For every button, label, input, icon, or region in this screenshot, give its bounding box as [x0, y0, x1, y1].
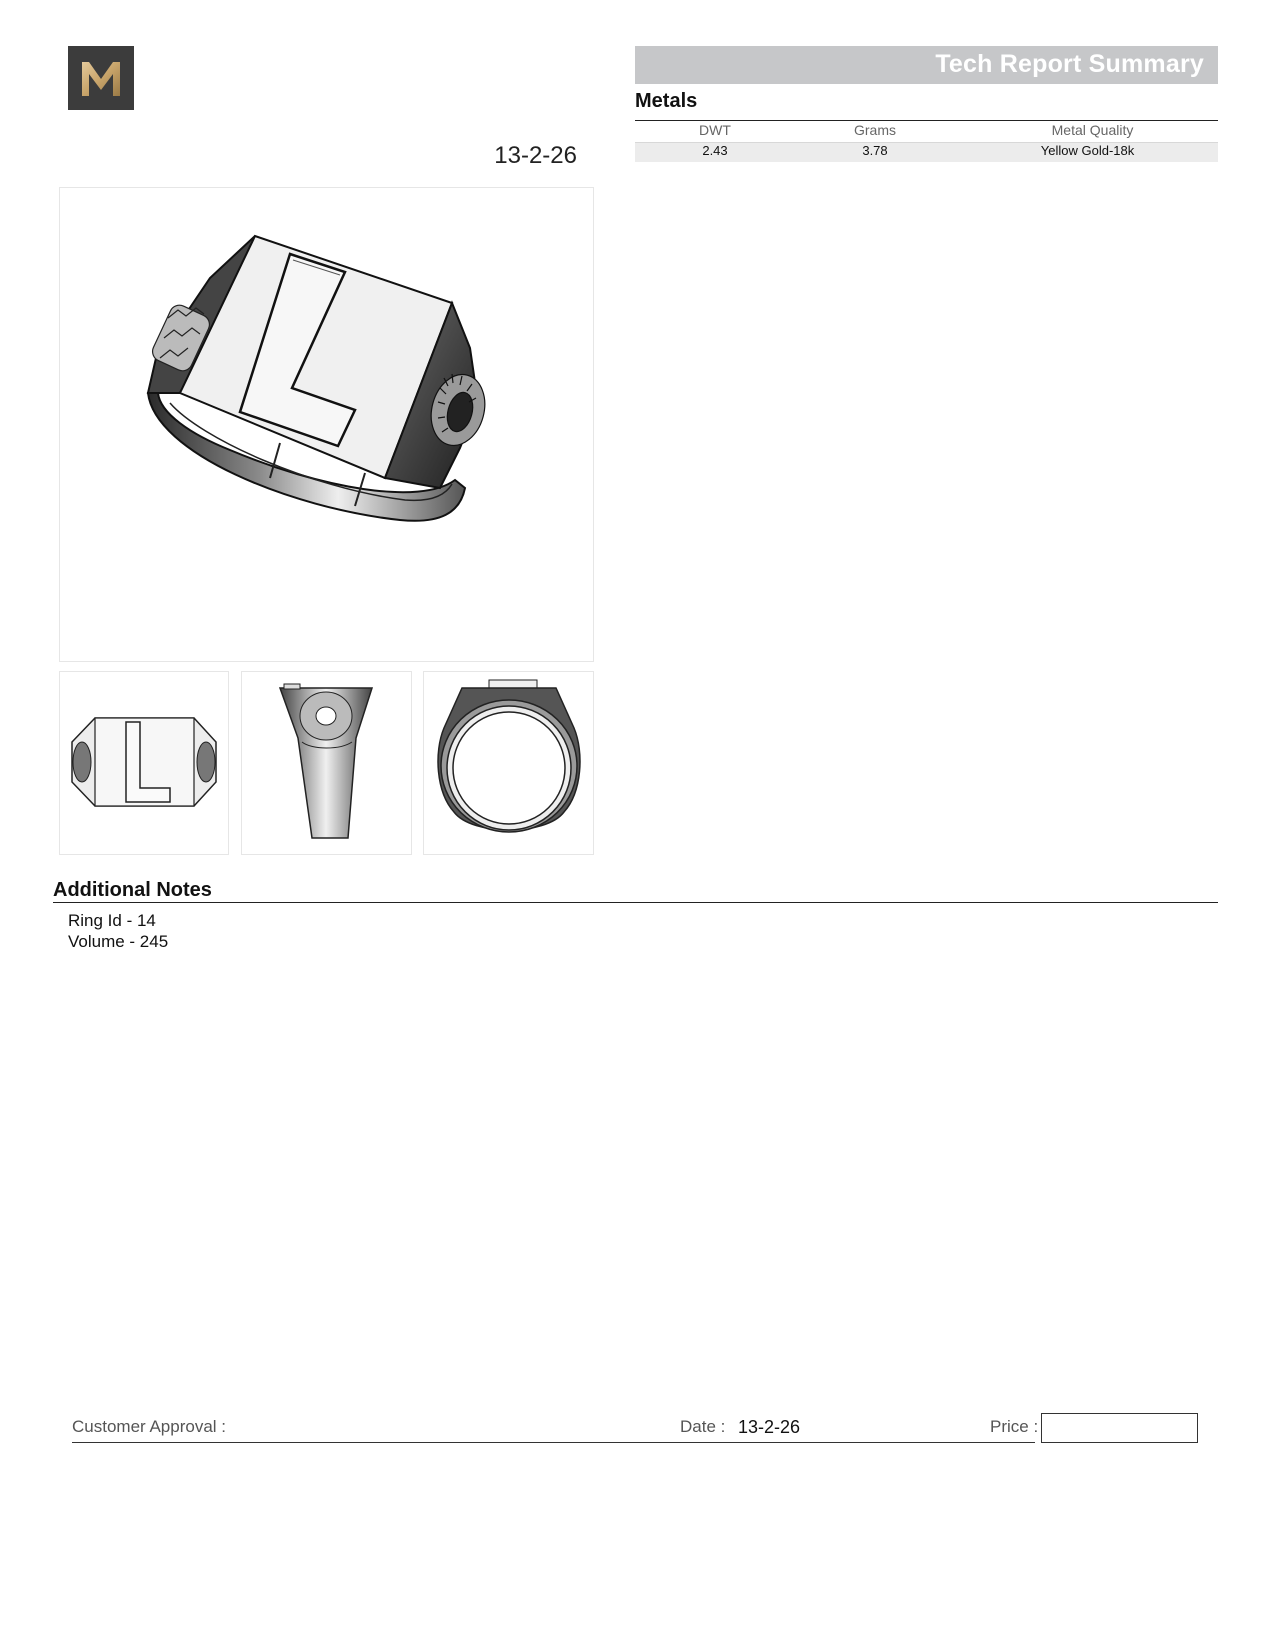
metals-grams-value: 3.78	[862, 143, 888, 158]
signature-line[interactable]	[72, 1442, 1035, 1443]
metals-quality-value: Yellow Gold-18k	[1040, 143, 1135, 158]
ring-perspective-view	[59, 187, 594, 662]
ring-front-view-image	[424, 672, 593, 854]
price-label: Price :	[990, 1417, 1039, 1436]
ring-perspective-image	[60, 188, 593, 661]
note-line: Volume - 245	[68, 932, 169, 951]
metals-divider	[635, 120, 1218, 121]
approval-date-label: Date :	[680, 1417, 726, 1436]
logo-m-mark	[68, 46, 134, 110]
ring-top-view-image	[60, 672, 228, 854]
notes-divider	[53, 902, 1218, 903]
customer-approval-label: Customer Approval :	[72, 1417, 227, 1436]
ring-side-view	[241, 671, 412, 855]
report-title-bar	[635, 46, 1218, 84]
metals-col-dwt: DWT	[699, 122, 731, 138]
notes-heading: Additional Notes	[53, 879, 212, 901]
metals-col-quality: Metal Quality	[1051, 122, 1134, 138]
note-line: Ring Id - 14	[68, 911, 156, 930]
ring-front-view	[423, 671, 594, 855]
price-field[interactable]	[1041, 1413, 1198, 1443]
metals-heading: Metals	[635, 90, 698, 112]
metals-dwt-value: 2.43	[702, 143, 728, 158]
metals-col-grams: Grams	[854, 122, 896, 138]
header-date: 13-2-26	[494, 142, 577, 169]
ring-side-view-image	[242, 672, 411, 854]
report-title: Tech Report Summary	[935, 50, 1204, 78]
company-logo	[68, 46, 134, 110]
approval-date-value: 13-2-26	[738, 1417, 801, 1437]
ring-top-view	[59, 671, 229, 855]
